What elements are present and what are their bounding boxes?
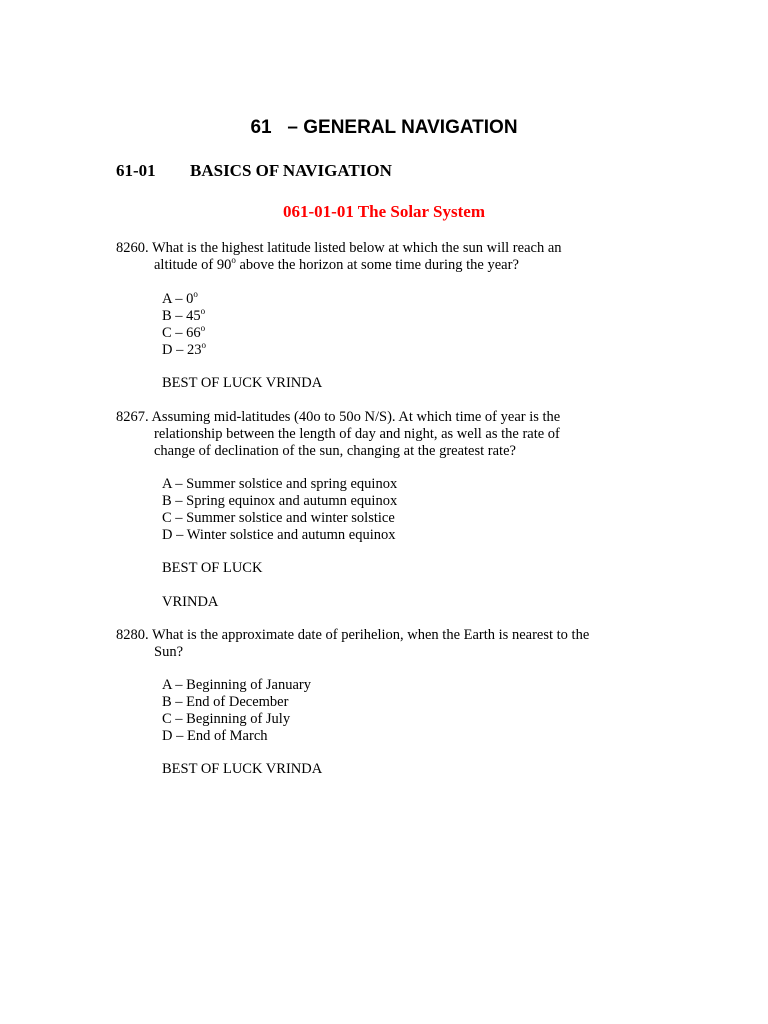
question-8260 [116,240,636,274]
answer-option: B – 45$^o$ [162,306,206,324]
section-title: BASICS OF NAVIGATION [190,161,392,180]
answer-option: A – 0$^o$ [162,289,198,307]
question-text-line: 8280. What is the approximate date of perihelion, when the Earth is nearest to the [116,627,590,643]
answer-option: C – 66$^o$ [162,323,206,341]
question-text-line: altitude of 90$^o$ above the horizon at some time during the year? [154,255,519,273]
section-heading [116,161,392,181]
section-number: 61-01 [116,161,156,180]
question-8267 [116,409,636,460]
note-text: BEST OF LUCK [162,560,263,576]
answer-option: D – Winter solstice and autumn equinox [162,527,396,543]
answer-option: D – End of March [162,728,268,744]
subtopic-title: 061-01-01 The Solar System [283,202,485,221]
answer-option: B – Spring equinox and autumn equinox [162,493,398,509]
answer-option: C – Beginning of July [162,711,291,727]
question-text-line: 8260. What is the highest latitude listed below at which the sun will reach an [116,240,562,256]
question-text-line: relationship between the length of day and night, as well as the rate of [154,426,560,442]
answer-option: B – End of December [162,694,289,710]
answer-options [162,677,311,745]
note-text: BEST OF LUCK VRINDA [162,375,323,391]
question-text-line: Sun? [154,644,183,660]
answer-option: A – Summer solstice and spring equinox [162,476,398,492]
question-8280 [116,627,636,661]
note-text: BEST OF LUCK VRINDA [162,761,323,777]
answer-options [162,291,206,359]
note-text: VRINDA [162,594,219,610]
answer-options [162,476,397,544]
degree-sign: o [231,255,236,265]
answer-option: C – Summer solstice and winter solstice [162,510,395,526]
chapter-title: 61 – GENERAL NAVIGATION [250,117,518,138]
answer-option: D – 23$^o$ [162,340,206,358]
question-text-line: 8267. Assuming mid-latitudes (40o to 50o N/S). At which time of year is the [116,409,561,425]
answer-option: A – Beginning of January [162,677,312,693]
question-text-line: change of declination of the sun, changing at the greatest rate? [154,443,516,459]
